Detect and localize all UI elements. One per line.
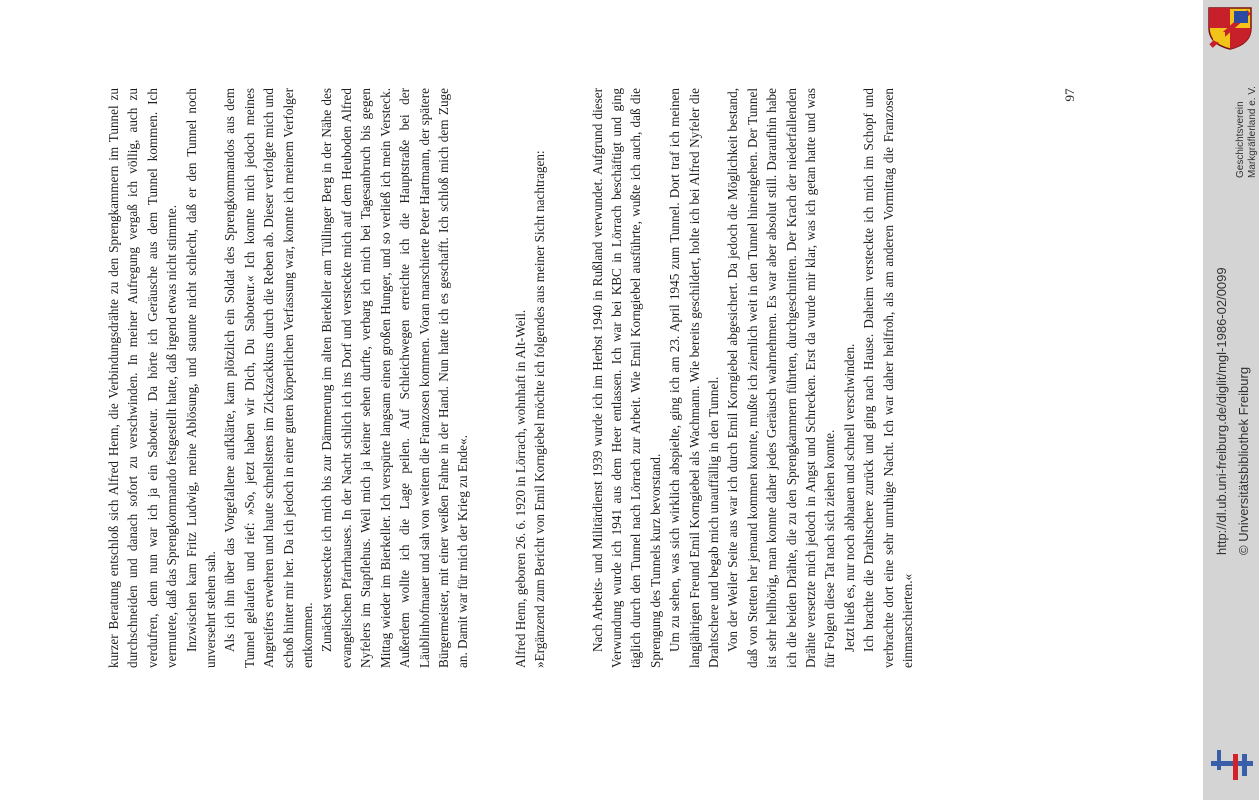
society-name-line2: Markgräflerland e. V. [1247, 86, 1258, 178]
author-heading: Alfred Henn, geboren 26. 6. 1920 in Lörrach, wohnhaft in Alt-Weil. [512, 309, 528, 668]
page-text [104, 88, 917, 668]
paragraph: Als ich ihn über das Vorgefallene aufklärte, kam plötzlich ein Soldat des Sprengkommandos aus dem Tunnel gelaufen und rief: »So, jetzt haben wir Dich, Du Saboteur.« Ich konnte mich jedoch meines Angreifers erwehren und haute schnellstens im Zickzackkurs durch die Reben ab. Dieser verfolgte mich und schoß hinter mir her. Da ich jedoch in einer guten körperlichen Verfassung war, konnte ich meinem Verfolger entkommen. [222, 88, 316, 668]
paragraph: »Ergänzend zum Bericht von Emil Korngiebel möchte ich folgendes aus meiner Sicht nachtragen: [532, 150, 548, 668]
source-url-link[interactable]: http://dl.ub.uni-freiburg.de/diglit/mgl-1986-02/0099 [1214, 267, 1229, 555]
paragraph: Jetzt hieß es, nur noch abhauen und schnell verschwinden. [841, 343, 857, 652]
copyright-notice: © Universitätsbibliothek Freiburg [1236, 366, 1251, 555]
paragraph: Zunächst versteckte ich mich bis zur Dämmerung im alten Bierkeller am Tüllinger Berg in der Nähe des evangelischen Pfarrhauses. In der Nacht schlich ich ins Dorf und versteckte mich auf dem Heuboden Alfred Nyfelers im Stapflehus. Weil mich ja keiner sehen durfte, verbarg ich mich bei Tagesanbruch bis gegen Mittag wieder im Bierkeller. Ich verspürte langsam einen großen Hunger, und so verließ ich mein Versteck. Außerdem wollte ich die Lage peilen. Auf Schleichwegen erreichte ich die Hauptstraße bei der Läublinhofmauer und sah von weitem die Franzosen kommen. Voran marschierte Peter Hartmann, der spätere Bürgermeister, mit einer weißen Fahne in der Hand. Nun hatte ich es geschafft. Ich schloß mich dem Zuge an. Damit war für mich der Krieg zu Ende«. [319, 88, 471, 668]
paragraph: Inzwischen kam Fritz Ludwig, meine Ablösung, und staunte nicht schlecht, daß er den Tunnel noch unversehrt stehen sah. [183, 88, 219, 668]
paragraph: kurzer Beratung entschloß sich Alfred Henn, die Verbindungsdrähte zu den Sprengkammern im Tunnel zu durchschneiden und danach sofort zu verschwinden. In meiner Aufregung vergaß ich völlig, auch zu verdufren, denn nun war ich ja ein Saboteur. Da hörte ich Geräusche aus dem Tunnel kommen. Ich vermutete, daß das Sprengkommando festgestellt hatte, daß irgend etwas nicht stimmte. [106, 88, 180, 668]
paragraph: Ich brachte die Drahtschere zurück und ging nach Hause. Daheim versteckte ich mich im Schopf und verbrachte dort eine sehr unruhige Nacht. Ich war daher heilfroh, als am anderen Vormittag die Franzosen einmarschierten.« [861, 88, 916, 668]
ub-freiburg-logo[interactable] [1211, 748, 1253, 780]
paragraph: Nach Arbeits- und Militärdienst 1939 wurde ich im Herbst 1940 in Rußland verwundet. Aufgrund dieser Verwundung wurde ich 1941 aus dem Heer entlassen. Ich war bei KBC in Lörrach beschäftigt und ging täglich durch den Tunnel nach Lörrach zur Arbeit. Wie Emil Korngiebel ausführte, wußte ich auch, daß die Sprengung des Tunnels kurz bevorstand. [589, 88, 663, 668]
society-name-line1: Geschichtsverein [1235, 101, 1246, 178]
page-number: 97 [1062, 88, 1077, 102]
paragraph: Von der Weiler Seite aus war ich durch Emil Korngiebel abgesichert. Da jedoch die Möglichkeit bestand, daß von Stetten her jemand kommen konnte, mußte ich ziemlich weit in den Tunnel hineingehen. Der Tunnel ist sehr hellhörig, man konnte daher jedes Geräusch wahrnehmen. Es war aber absolut still. Daraufhin habe ich die beiden Drähte, die zu den Sprengkammern führten, durchgeschnitten. Der Krach der niederfallenden Drähte versetzte mich jedoch in Angst und Schrecken. Erst da wurde mir klar, was ich getan hatte und was für Folgen diese Tat nach sich ziehen konnte. [725, 88, 838, 668]
coat-of-arms-logo[interactable] [1207, 6, 1253, 50]
paragraph: Um zu sehen, was sich wirklich abspielte, ging ich am 23. April 1945 zum Tunnel. Dort traf ich meinen langjährigen Freund Emil Korngiebel als Wachmann. Wie bereits geschildert, holte ich bei Alfred Nyfeler die Drahtschere und begab mich unauffällig in den Tunnel. [667, 88, 721, 668]
